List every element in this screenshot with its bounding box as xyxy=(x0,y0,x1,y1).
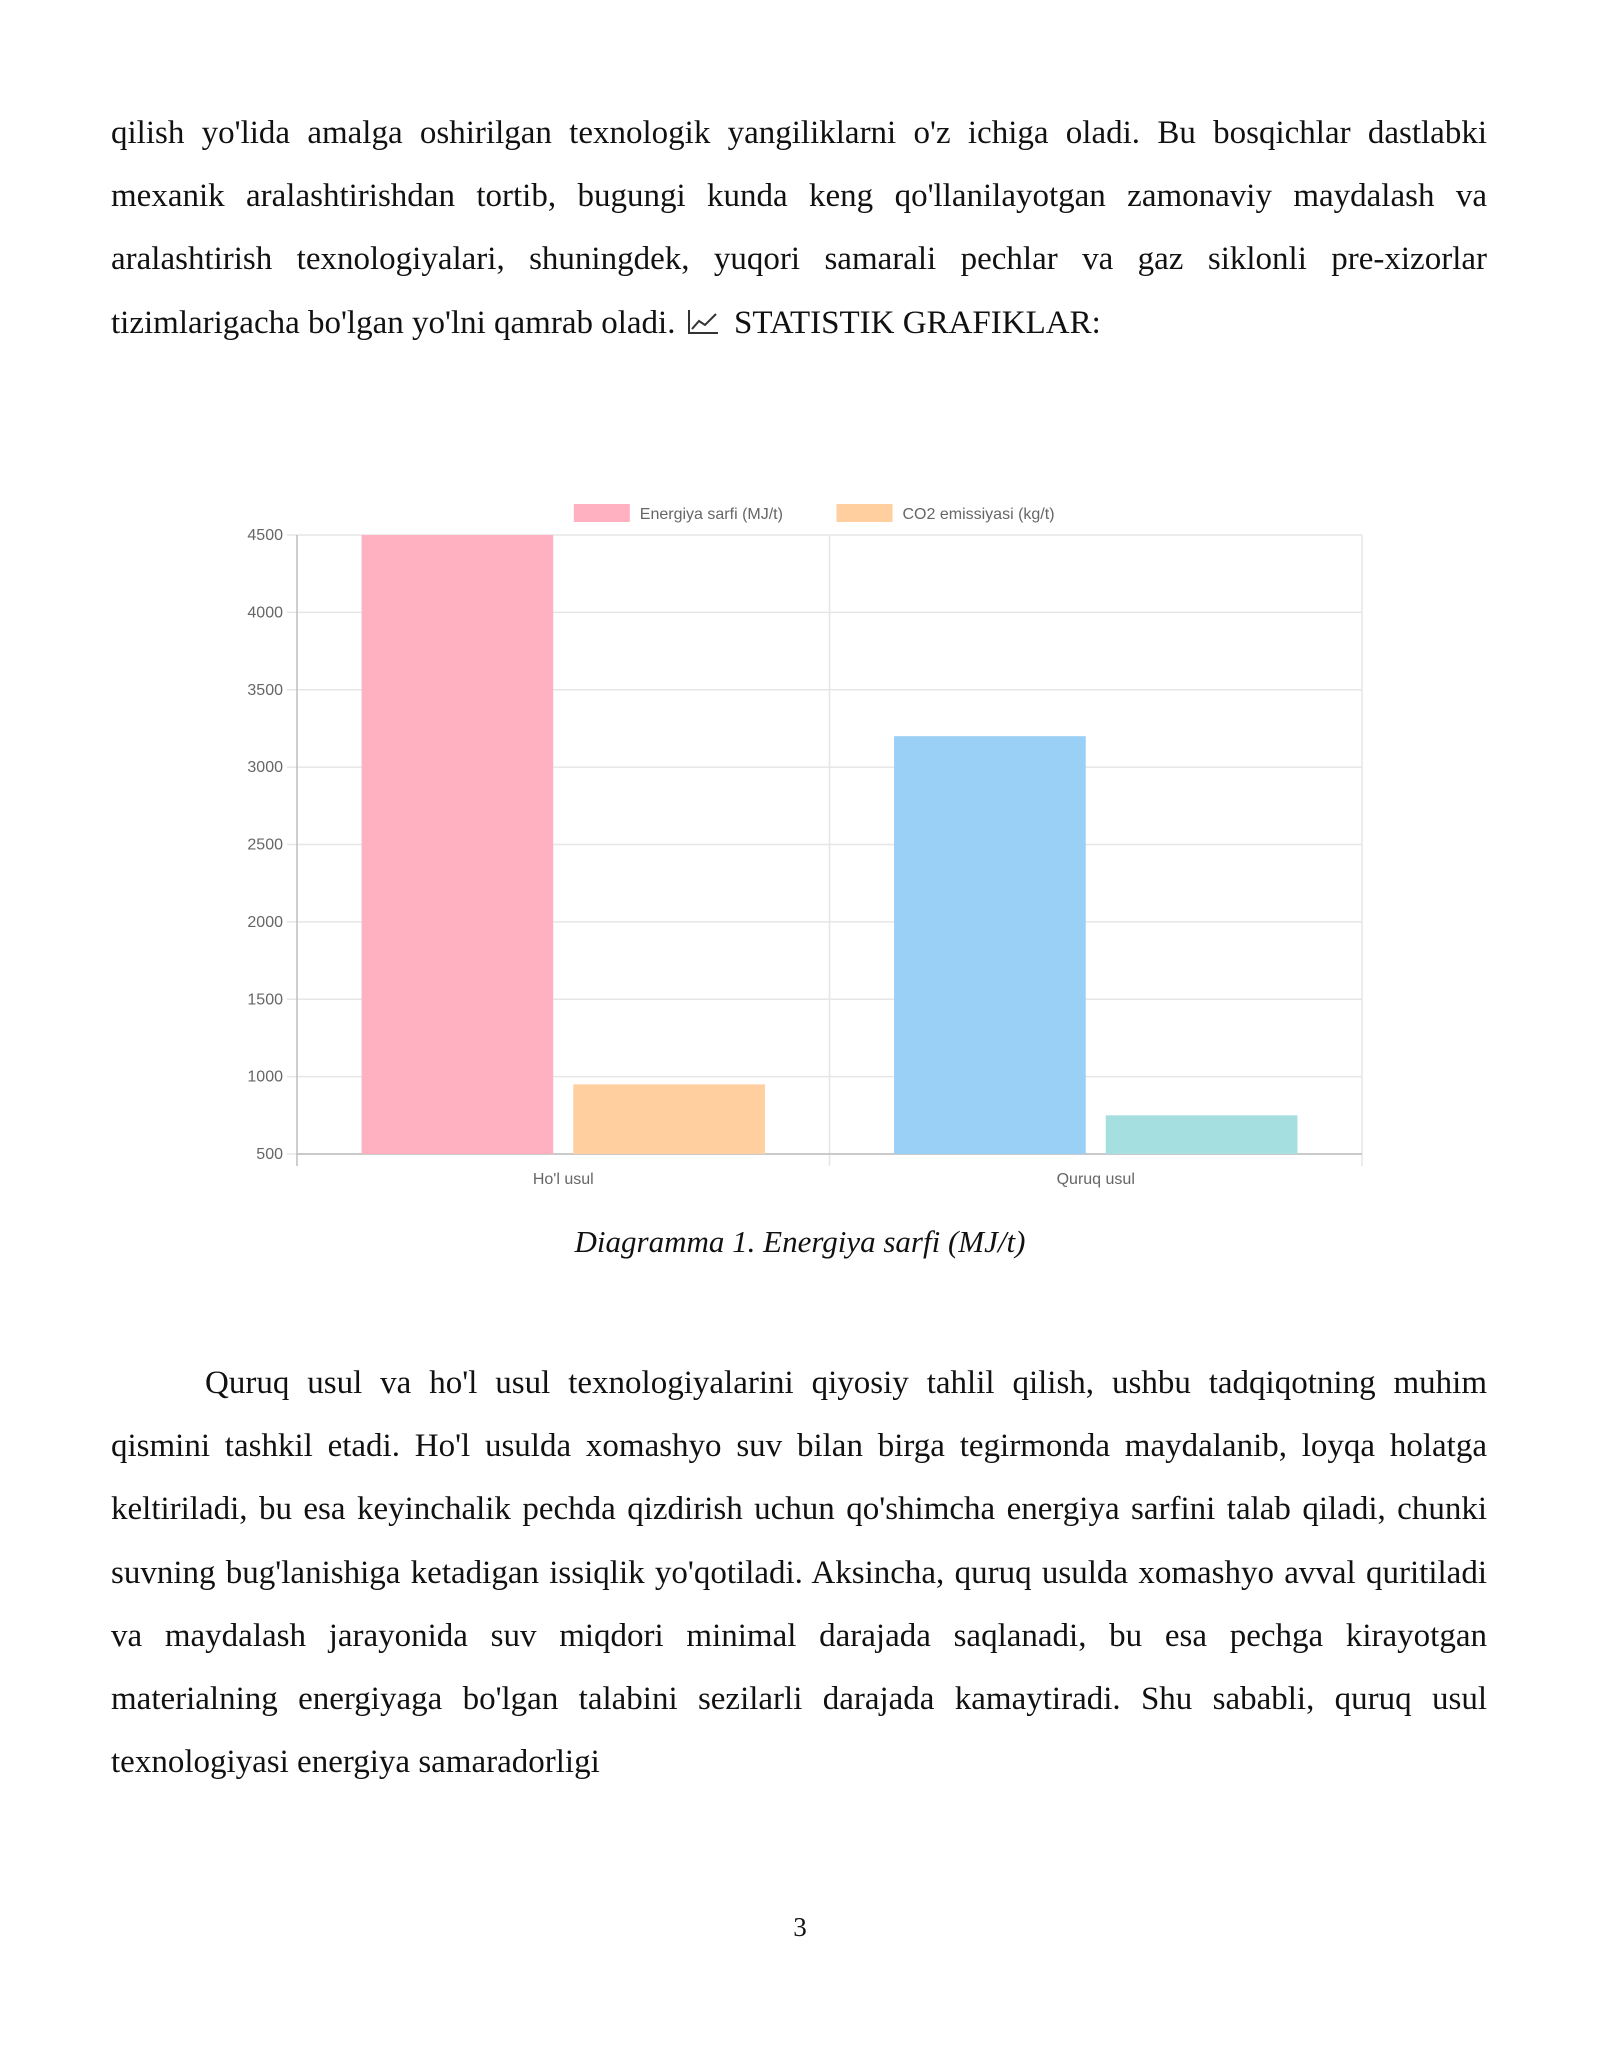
legend-label: CO2 emissiyasi (kg/t) xyxy=(902,506,1055,523)
y-tick-label: 500 xyxy=(256,1146,283,1163)
y-tick-label: 2500 xyxy=(247,836,283,854)
legend-label: Energiya sarfi (MJ/t) xyxy=(639,506,783,523)
y-tick-label: 1500 xyxy=(247,991,283,1009)
chart-increasing-icon xyxy=(686,295,720,323)
paragraph-analysis: Quruq usul va ho'l usul texnologiyalarini qiyosiy tahlil qilish, ushbu tadqiqotning muhim qismini tashkil etadi. Ho'l usulda xomashyo suv bilan birga tegirmonda maydalanib, loyqa holatga keltiriladi, bu esa keyinchalik pechda qizdirish uchun qo'shimcha energiya sarfini talab qiladi, chunki suvning bug'lanishiga ketadigan issiqlik yo'qotiladi. Aksincha, quruq usulda xomashyo avval quritiladi va maydalash jarayonida suv miqdori minimal darajada saqlanadi, bu esa pechga kirayotgan materialning energiyaga bo'lgan talabini sezilarli darajada kamaytiradi. Shu sababli, quruq usul texnologiyasi energiya samaradorligi xyxy=(111,1365,1487,1781)
paragraph-intro xyxy=(111,102,1487,355)
y-tick-label: 4000 xyxy=(247,604,283,622)
bar xyxy=(1106,1115,1298,1154)
y-tick-label: 1000 xyxy=(247,1068,283,1086)
y-tick-label: 3000 xyxy=(247,759,283,777)
page-number: 3 xyxy=(793,1912,807,1942)
bar xyxy=(362,535,554,1154)
section-heading: STATISTIK GRAFIKLAR: xyxy=(733,304,1101,341)
y-tick-label: 3500 xyxy=(247,681,283,699)
legend-swatch xyxy=(574,504,630,522)
figure-caption: Diagramma 1. Energiya sarfi (MJ/t) xyxy=(574,1224,1026,1259)
x-tick-label: Quruq usul xyxy=(1056,1171,1135,1188)
y-tick-label: 2000 xyxy=(247,913,283,931)
paragraph-intro-text: qilish yo'lida amalga oshirilgan texnologik yangiliklarni o'z ichiga oladi. Bu bosqichlar dastlabki mexanik aralashtirishdan tortib, bugungi kunda keng qo'llanilayotgan zamonaviy maydalash va aralashtirish texnologiyalari, shuningdek, yuqori samarali pechlar va gaz siklonli pre-xizorlar tizimlarigacha bo'lgan yo'lni qamrab oladi. xyxy=(111,115,1487,341)
x-tick-label: Ho'l usul xyxy=(532,1171,594,1188)
y-tick-label: 4500 xyxy=(247,527,283,544)
bar xyxy=(573,1084,765,1154)
legend-swatch xyxy=(837,504,893,522)
bar xyxy=(894,736,1086,1154)
